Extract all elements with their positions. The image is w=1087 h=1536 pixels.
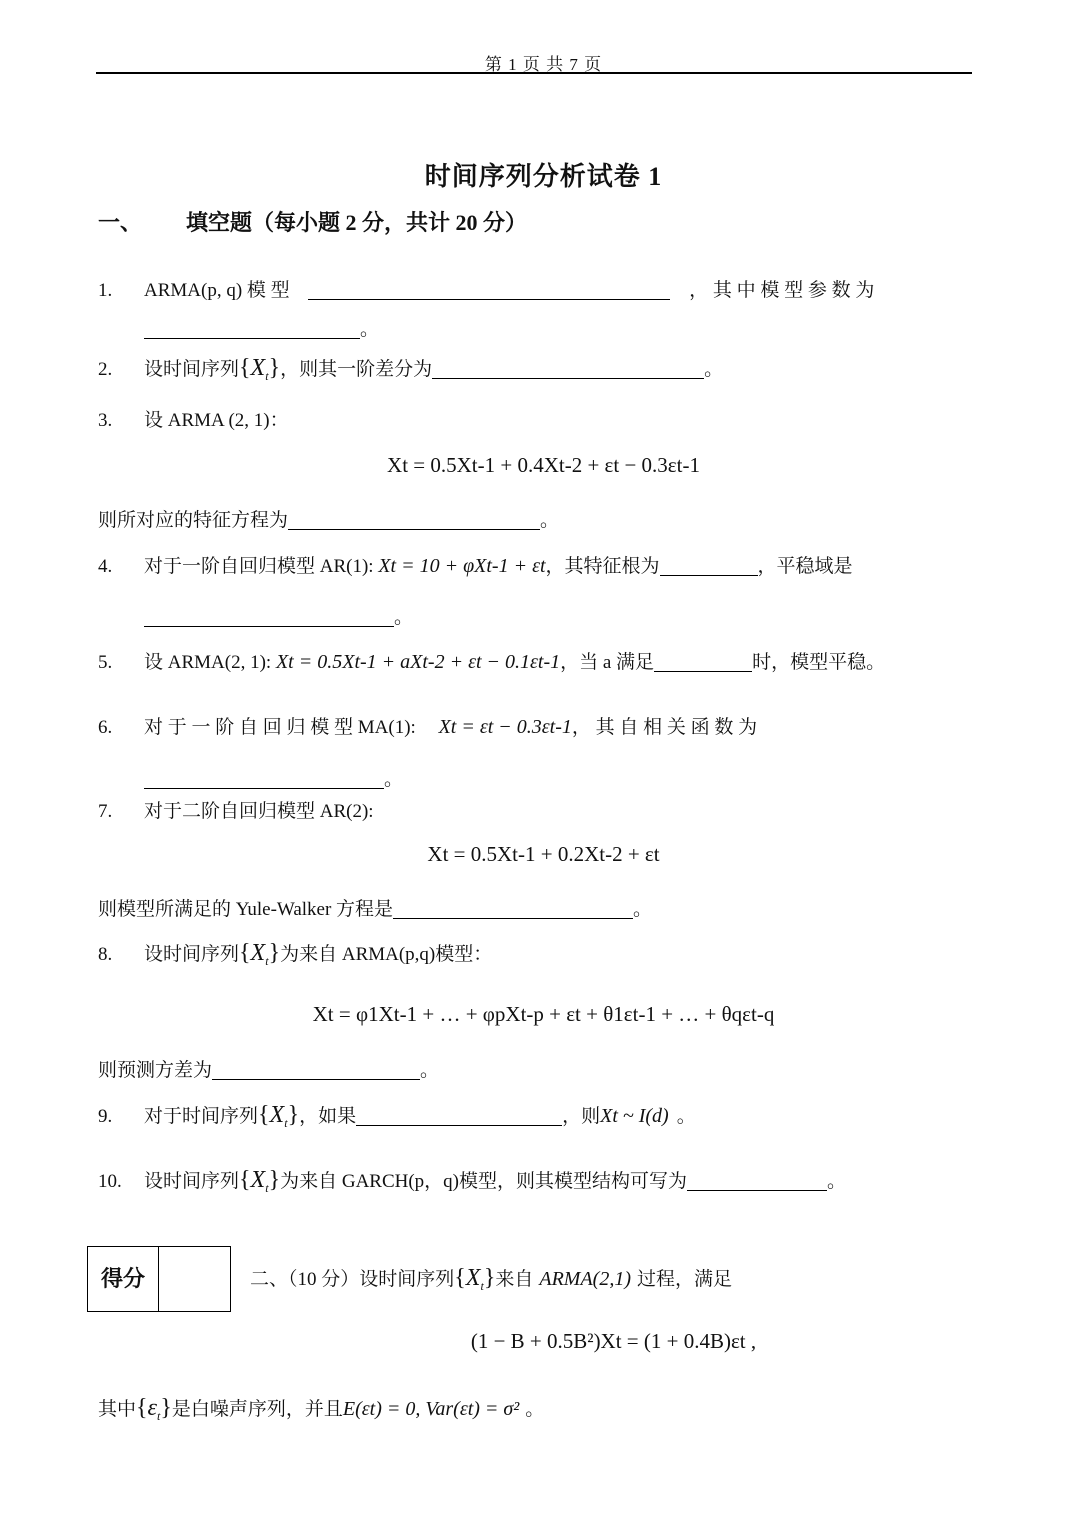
variable: X: [250, 1167, 266, 1193]
answer-blank[interactable]: [144, 606, 394, 627]
answer-blank[interactable]: [288, 509, 540, 530]
score-cell[interactable]: [159, 1247, 230, 1311]
formula-section-2: (1 − B + 0.5B²)Xt = (1 + 0.4B)εt ,: [470, 1329, 757, 1353]
formula-series: $\{X_t\}$: [239, 940, 281, 968]
question-7-answer: [98, 894, 652, 921]
question-text-2: ， 其 中 模 型 参 数 为: [689, 280, 875, 301]
formula-series: $\{X_t\}$: [258, 1102, 300, 1130]
period: 。: [394, 607, 414, 628]
answer-blank[interactable]: [393, 898, 633, 919]
question-text: 则预测方差为: [98, 1060, 213, 1081]
question-text-2: ， 其 自 相 关 函 数 为: [571, 717, 758, 738]
formula-q8: Xt = φ1Xt-1 + … + φpXt-p + εt + θ1εt-1 + … + θqεt-q: [312, 1002, 775, 1026]
question-text: ARMA(p, q) 模 型: [144, 280, 290, 301]
question-number: 5.: [98, 652, 113, 673]
formula-q4: Xt = 10 + φXt-1 + εt: [378, 555, 546, 577]
question-6: [98, 712, 757, 739]
variable: X: [269, 1102, 285, 1128]
question-text: 设 ARMA (2, 1)：: [144, 410, 289, 431]
answer-blank[interactable]: [308, 279, 670, 300]
answer-blank[interactable]: [144, 318, 360, 339]
answer-blank[interactable]: [144, 768, 384, 789]
section-1-title: 填空题（每小题 2 分，共计 20 分）: [186, 210, 528, 235]
period: 。: [384, 769, 404, 790]
question-4-cont: [144, 602, 413, 629]
formula-q6: Xt = εt − 0.3εt-1: [438, 716, 572, 738]
question-text-2: ，如果: [299, 1106, 357, 1127]
formula-q7: Xt = 0.5Xt-1 + 0.2Xt-2 + εt: [427, 842, 660, 866]
page-header: 第 1 页 共 7 页: [484, 55, 603, 74]
question-text: 设时间序列: [144, 1171, 240, 1192]
question-number: 8.: [98, 944, 113, 965]
answer-blank[interactable]: [356, 1105, 562, 1126]
score-box: [87, 1246, 231, 1312]
question-text: 设时间序列: [144, 944, 240, 965]
question-number: 7.: [98, 801, 113, 822]
question-9: [98, 1101, 696, 1131]
score-label: 得分: [88, 1247, 159, 1311]
epsilon-symbol: ε: [147, 1395, 158, 1421]
question-text: 对 于 一 阶 自 回 归 模 型 MA(1):: [144, 717, 416, 738]
period: 。: [704, 359, 724, 380]
question-text: 对于时间序列: [144, 1106, 259, 1127]
question-number: 6.: [98, 717, 113, 738]
question-number: 1.: [98, 280, 113, 301]
formula-moments: E(εt) = 0, Var(εt) = σ²: [342, 1398, 520, 1420]
period: 。: [540, 510, 560, 531]
question-4: [98, 551, 853, 578]
answer-blank[interactable]: [654, 651, 752, 672]
period: 。: [360, 319, 380, 340]
section-1-number: 一、: [98, 210, 143, 235]
question-text: 对于二阶自回归模型 AR(2):: [144, 801, 374, 822]
question-text-2: ，当 a 满足: [560, 652, 655, 673]
header-rule: [96, 72, 972, 74]
question-number: 2.: [98, 359, 113, 380]
subscript: t: [157, 1409, 161, 1423]
formula-q5: Xt = 0.5Xt-1 + aXt-2 + εt − 0.1εt-1: [275, 651, 561, 673]
question-3: [98, 405, 289, 432]
answer-blank[interactable]: [432, 358, 704, 379]
question-text: 设时间序列: [144, 359, 240, 380]
question-6-cont: [144, 764, 403, 791]
period: 。: [827, 1171, 847, 1192]
question-text-3: ，则: [562, 1106, 601, 1127]
formula-series: $\{X_t\}$: [239, 355, 281, 383]
period: 。: [633, 899, 653, 920]
question-text: 对于一阶自回归模型 AR(1):: [144, 556, 374, 577]
subscript: t: [265, 369, 269, 383]
question-text-3: 过程，满足: [637, 1269, 733, 1290]
section-2-note: [98, 1394, 544, 1424]
section-2-question: [250, 1264, 732, 1294]
question-number: 10.: [98, 1171, 122, 1192]
question-10: [98, 1166, 846, 1196]
formula-series: $\{X_t\}$: [239, 1167, 281, 1195]
question-3-answer: [98, 505, 559, 532]
subscript: t: [480, 1279, 484, 1293]
subscript: t: [265, 1181, 269, 1195]
question-2: [98, 354, 723, 384]
section-1-heading: [98, 206, 527, 237]
subscript: t: [284, 1116, 288, 1130]
exam-title: 时间序列分析试卷 1: [424, 162, 663, 191]
question-5: [98, 647, 885, 674]
question-1: [98, 275, 874, 302]
question-text: 其中: [98, 1399, 137, 1420]
model-formula: ARMA(2,1): [539, 1268, 631, 1290]
question-8: [98, 939, 492, 969]
answer-blank[interactable]: [687, 1170, 827, 1191]
question-text-3: ，平稳域是: [757, 556, 853, 577]
question-text: 设 ARMA(2, 1):: [144, 652, 272, 673]
question-number: 4.: [98, 556, 113, 577]
question-text-3: 时，模型平稳。: [752, 652, 886, 673]
variable: X: [250, 940, 266, 966]
question-8-answer: [98, 1055, 439, 1082]
question-text: 二、（10 分）设时间序列: [250, 1269, 455, 1290]
question-1-cont: [144, 314, 379, 341]
question-text-2: 来自: [495, 1269, 534, 1290]
question-number: 3.: [98, 410, 113, 431]
question-text-2: ，则其一阶差分为: [280, 359, 433, 380]
question-number: 9.: [98, 1106, 113, 1127]
subscript: t: [265, 954, 269, 968]
formula-noise: $\{\varepsilon_t\}$: [136, 1395, 172, 1423]
question-text-2: 为来自 GARCH(p，q)模型，则其模型结构可写为: [280, 1171, 688, 1192]
period: 。: [525, 1399, 545, 1420]
answer-blank[interactable]: [660, 555, 758, 576]
variable: X: [465, 1265, 481, 1291]
formula-series: $\{X_t\}$: [454, 1265, 496, 1293]
formula-q3: Xt = 0.5Xt-1 + 0.4Xt-2 + εt − 0.3εt-1: [387, 453, 700, 477]
period: 。: [676, 1106, 696, 1127]
formula-q9: Xt ~ I(d): [600, 1105, 669, 1127]
question-text: 则模型所满足的 Yule-Walker 方程是: [98, 899, 394, 920]
answer-blank[interactable]: [212, 1059, 420, 1080]
question-text-2: ，其特征根为: [545, 556, 660, 577]
variable: X: [250, 355, 266, 381]
question-7: [98, 796, 374, 823]
question-text: 则所对应的特征方程为: [98, 510, 289, 531]
question-text-2: 是白噪声序列，并且: [171, 1399, 343, 1420]
period: 。: [420, 1060, 440, 1081]
question-text-2: 为来自 ARMA(p,q)模型：: [280, 944, 493, 965]
